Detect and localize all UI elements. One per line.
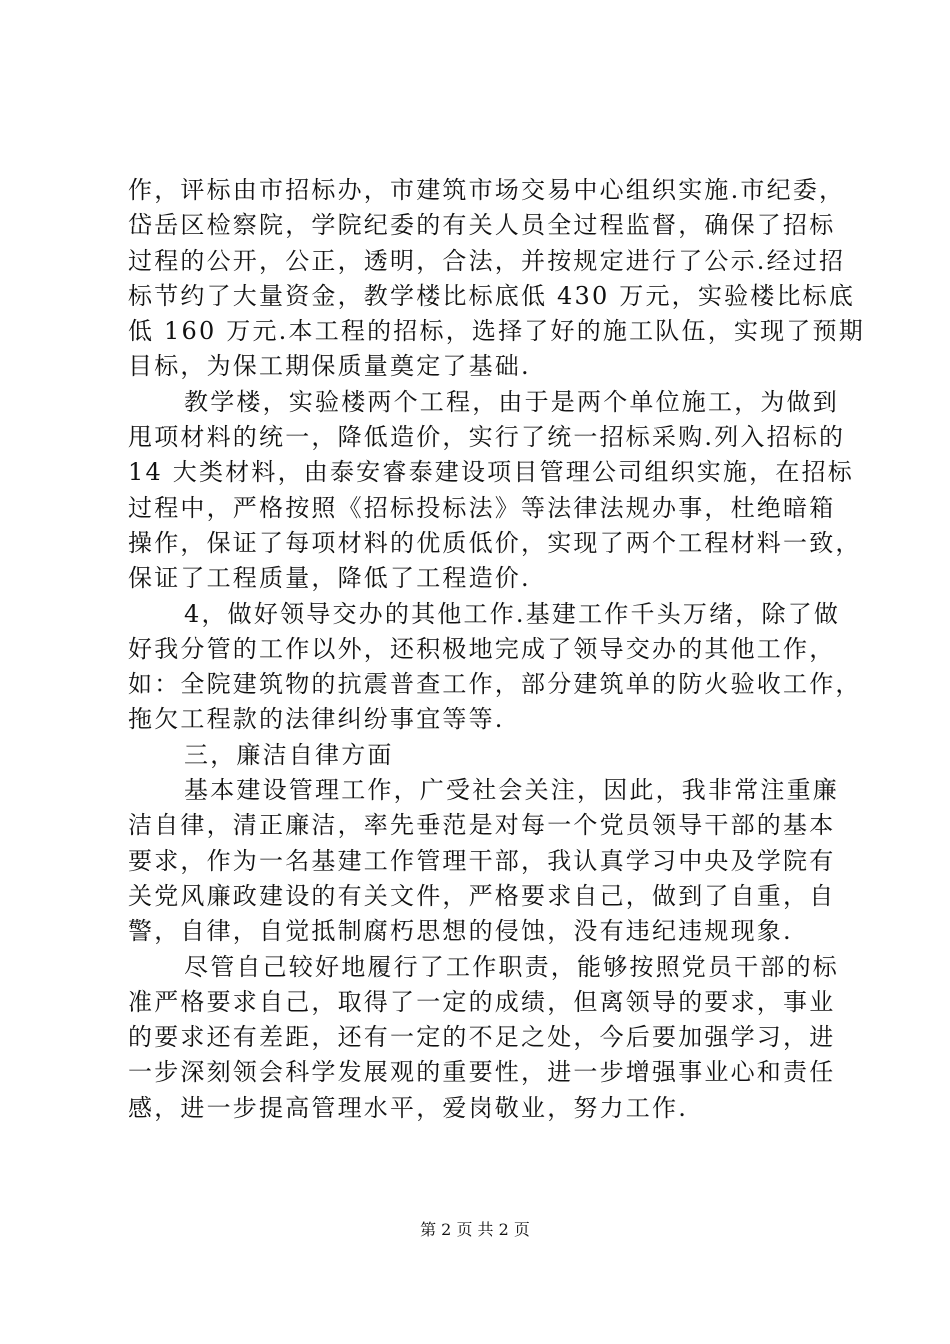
- page-footer: 第 2 页 共 2 页: [420, 1220, 530, 1239]
- text-line: 一步深刻领会科学发展观的重要性，进一步增强事业心和责任: [128, 1058, 836, 1087]
- text-line: 14 大类材料，由泰安睿泰建设项目管理公司组织实施，在招标: [128, 458, 854, 487]
- text-line: 三，廉洁自律方面: [184, 740, 394, 769]
- text-line: 如：全院建筑物的抗震普查工作，部分建筑单的防火验收工作，: [128, 670, 862, 699]
- text-line: 标节约了大量资金，教学楼比标底低 430 万元，实验楼比标底: [128, 281, 856, 310]
- text-line: 的要求还有差距，还有一定的不足之处，今后要加强学习，进: [128, 1023, 836, 1052]
- document-body: [128, 173, 865, 1126]
- text-line: 感，进一步提高管理水平，爱岗敬业，努力工作.: [128, 1093, 689, 1122]
- text-line: 关党风廉政建设的有关文件，严格要求自己，做到了自重，自: [128, 881, 836, 910]
- text-line: 过程中，严格按照《招标投标法》等法律法规办事，杜绝暗箱: [128, 493, 836, 522]
- text-line: 4，做好领导交办的其他工作.基建工作千头万绪，除了做: [184, 599, 841, 628]
- text-line: 基本建设管理工作，广受社会关注，因此，我非常注重廉: [184, 776, 839, 805]
- text-line: 甩项材料的统一，降低造价，实行了统一招标采购.列入招标的: [128, 423, 846, 452]
- text-line: 尽管自己较好地履行了工作职责，能够按照党员干部的标: [184, 952, 839, 981]
- text-line: 保证了工程质量，降低了工程造价.: [128, 564, 531, 593]
- text-line: 教学楼，实验楼两个工程，由于是两个单位施工，为做到: [184, 387, 839, 416]
- text-line: 目标，为保工期保质量奠定了基础.: [128, 352, 531, 381]
- text-line: 作，评标由市招标办，市建筑市场交易中心组织实施.市纪委，: [128, 176, 846, 204]
- text-line: 岱岳区检察院，学院纪委的有关人员全过程监督，确保了招标: [128, 211, 836, 240]
- text-line: 准严格要求自己，取得了一定的成绩，但离领导的要求，事业: [128, 987, 836, 1016]
- text-line: 洁自律，清正廉洁，率先垂范是对每一个党员领导干部的基本: [128, 811, 836, 840]
- text-line: 要求，作为一名基建工作管理干部，我认真学习中央及学院有: [128, 846, 836, 875]
- text-line: 拖欠工程款的法律纠纷事宜等等.: [128, 705, 505, 734]
- text-line: 操作，保证了每项材料的优质低价，实现了两个工程材料一致，: [128, 528, 862, 557]
- text-line: 警，自律，自觉抵制腐朽思想的侵蚀，没有违纪违规现象.: [128, 917, 793, 946]
- text-line: 好我分管的工作以外，还积极地完成了领导交办的其他工作，: [128, 634, 836, 663]
- text-line: 过程的公开，公正，透明，合法，并按规定进行了公示.经过招: [128, 246, 846, 275]
- text-line: 低 160 万元.本工程的招标，选择了好的施工队伍，实现了预期: [128, 317, 865, 346]
